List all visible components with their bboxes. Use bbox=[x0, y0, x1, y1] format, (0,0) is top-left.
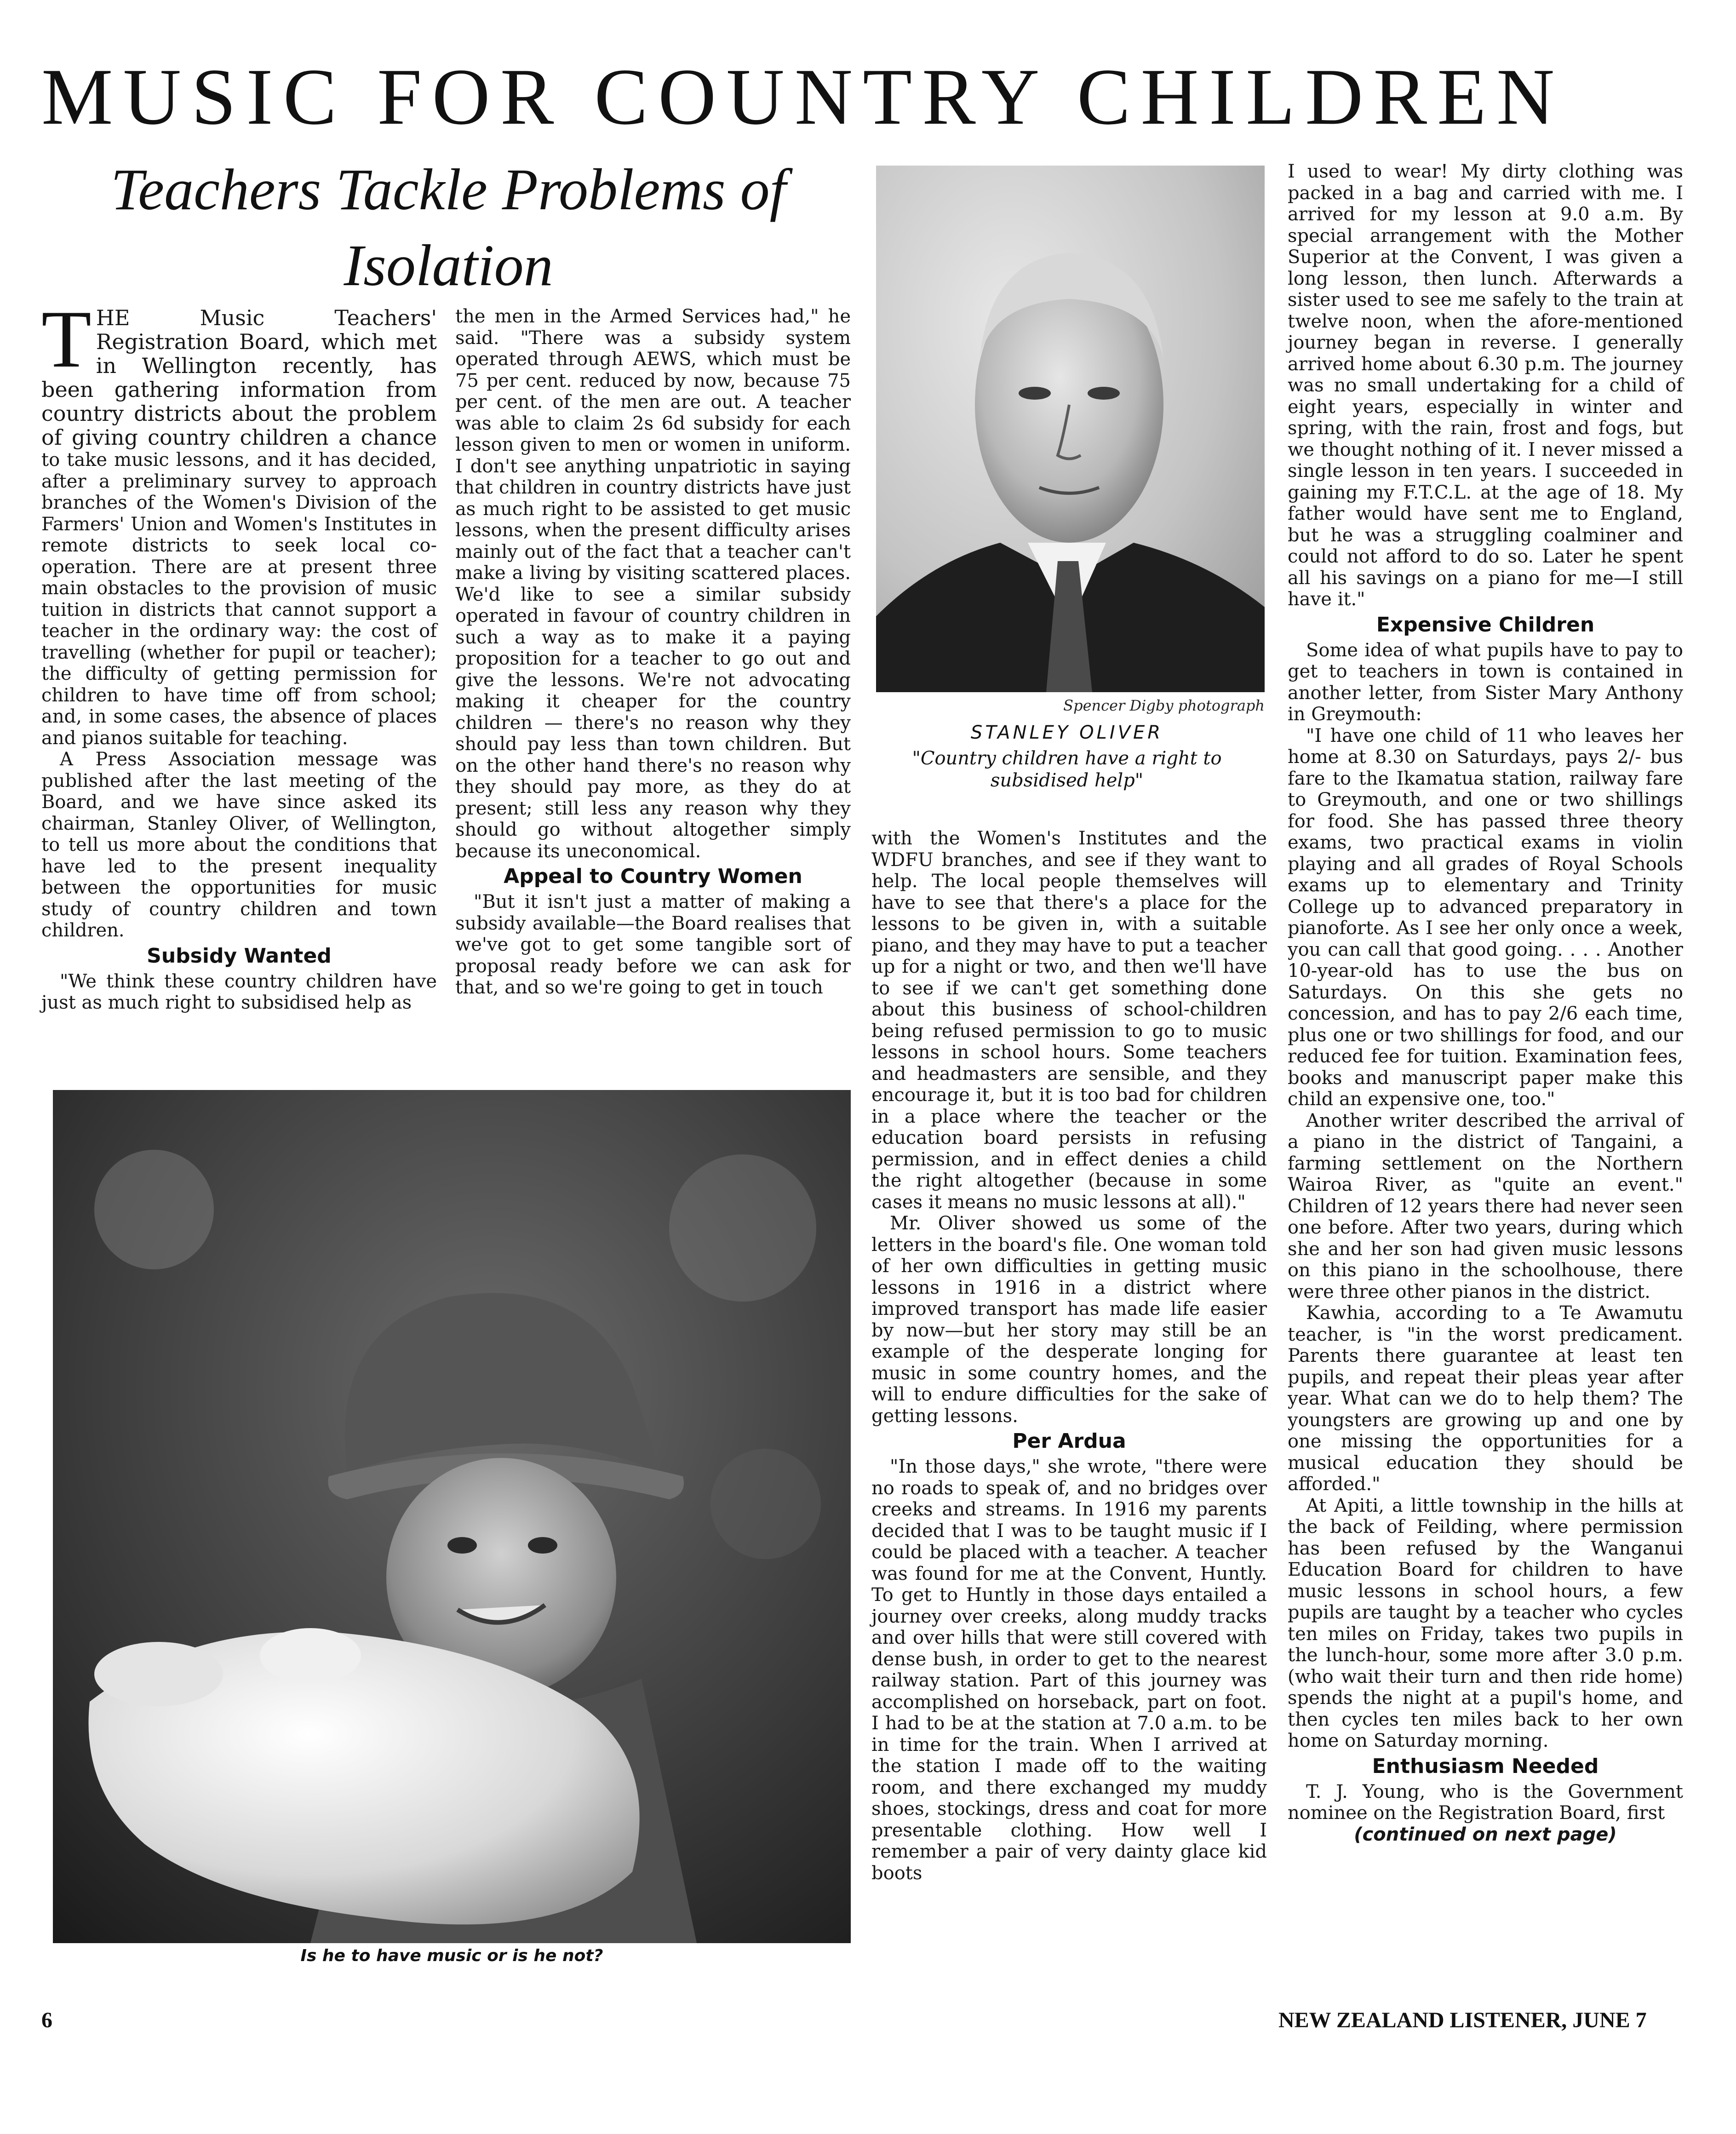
paragraph: A Press Association message was published after the last meeting of the Board, and we have since asked its chairman, Stanley Oliver, of Wellington, to tell us more about the conditions that have led to the present inequality between the opportunities for music study of country children and town children. bbox=[41, 749, 437, 941]
paragraph: Some idea of what pupils have to pay to get to teachers in town is contained in another letter, from Sister Mary Anthony in Greymouth: bbox=[1288, 639, 1683, 725]
publication-footer: NEW ZEALAND LISTENER, JUNE 7 bbox=[1278, 2008, 1647, 2032]
photo-caption-quote: "Country children have a right to subsidised help" bbox=[912, 748, 1222, 791]
paragraph: "But it isn't just a matter of making a subsidy available—the Board realises that we've got to get some tangible sort of proposal ready before we can ask for that, and so we're going to get in touch bbox=[455, 891, 851, 998]
section-heading-subsidy-wanted: Subsidy Wanted bbox=[147, 944, 332, 968]
intro-lead: HE Music Teachers' Registration Board, which met in Wellington recently, has been gathering information from country districts about the problem of giving country children a chance bbox=[41, 305, 437, 450]
paragraph: I used to wear! My dirty clothing was packed in a bag and carried with me. I arrived for my lesson at 9.0 a.m. By special arrangement with the Mother Superior at the Convent, I was given a long lesson, then lunch. Afterwards a sister used to see me safely to the train at twelve noon, when the afore-mentioned journey began in reverse. I generally arrived home about 6.30 p.m. The journey was no small undertaking for a child of eight years, especially in winter and spring, with the rain, frost and fogs, but we thought nothing of it. I never missed a single lesson in ten years. I succeeded in gaining my F.T.C.L. at the age of 18. My father would have sent me to England, but he was a struggling coalminer and could not afford to do so. Later he spent all his savings on a piano for me—I still have it." bbox=[1288, 161, 1683, 610]
paragraph: Mr. Oliver showed us some of the letters in the board's file. One woman told of her own difficulties in getting music lessons in 1916 in a district where improved transport has made life easier by now—but her story may still be an example of the desperate longing for music in some country homes, and the will to endure difficulties for the sake of getting lessons. bbox=[871, 1213, 1267, 1427]
boy-with-lamb-photo bbox=[53, 1090, 851, 1943]
portrait-image bbox=[876, 166, 1265, 692]
column-3 bbox=[871, 828, 1267, 1884]
section-heading-enthusiasm-needed: Enthusiasm Needed bbox=[1372, 1754, 1599, 1778]
drop-cap: T bbox=[41, 293, 92, 384]
lamb-photo-caption: Is he to have music or is he not? bbox=[300, 1946, 603, 1965]
section-heading-per-ardua: Per Ardua bbox=[1012, 1429, 1126, 1453]
page-number: 6 bbox=[41, 2008, 52, 2032]
column-1 bbox=[41, 293, 437, 1014]
paragraph: with the Women's Institutes and the WDFU branches, and see if they want to help. The local people themselves will have to see that there's a place for the lessons to be given in, with a suitable piano, and they may have to put a teacher up for a night or two, and then we'll have to see if we can't get something done about this business of school-children being refused permission to go to music lessons in school hours. Some teachers and headmasters are sensible, and they encourage it, but it is too bad for children in a place where the teacher or the education board persists in refusing permission, and in effect denies a child the right altogether (because in some cases it means no music lessons at all)." bbox=[871, 828, 1267, 1213]
paragraph: "We think these country children have just as much right to subsidised help as bbox=[41, 970, 437, 1013]
paragraph: At Apiti, a little township in the hills at the back of Feilding, where permission has been refused by the Wanganui Education Board for children to have music lessons in school hours, a few pupils are taught by a teacher who cycles ten miles on Friday, takes two pupils in the lunch-hour, some more after 3.0 p.m. (who wait their turn and then ride home) spends the night at a pupil's home, and then cycles ten miles back to her own home on Saturday morning. bbox=[1288, 1495, 1683, 1751]
section-heading-appeal: Appeal to Country Women bbox=[504, 865, 802, 888]
photo-credit: Spencer Digby photograph bbox=[1063, 697, 1265, 714]
continued-note: (continued on next page) bbox=[1354, 1824, 1617, 1845]
stanley-oliver-photo bbox=[876, 166, 1265, 692]
paragraph: the men in the Armed Services had," he said. "There was a subsidy system operated through AEWS, which must be 75 per cent. reduced by now, because 75 per cent. of the men are out. A teacher was able to claim 2s 6d subsidy for each lesson given to men or women in uniform. I don't see anything unpatriotic in saying that children in country districts have just as much right to be assisted to get music lessons, when the present difficulty arises mainly out of the fact that a teacher can't make a living by visiting scattered places. We'd like to see a similar subsidy operated in favour of country children in such a way as to make it a paying proposition for a teacher to go out and give the lessons. We're not advocating making it cheaper for the country children — there's no reason why they should pay less than town children. But on the other hand there's no reason why they should pay more, as they do at present; still less any reason why they should go without altogether simply because its uneconomical. bbox=[455, 306, 851, 862]
photo-caption-name: STANLEY OLIVER bbox=[970, 722, 1163, 743]
headline: MUSIC FOR COUNTRY CHILDREN bbox=[41, 52, 1565, 141]
subhead: Teachers Tackle Problems of Isolation bbox=[110, 157, 786, 298]
column-2 bbox=[455, 306, 851, 998]
boy-lamb-image bbox=[53, 1090, 851, 1943]
paragraph: Another writer described the arrival of a piano in the district of Tangaini, a farming settlement on the Northern Wairoa River, as "quite an event." Children of 12 years there had never seen one before. After two years, during which she and her son had given music lessons on this piano in the schoolhouse, there were three other pianos in the district. bbox=[1288, 1110, 1683, 1302]
paragraph: Kawhia, according to a Te Awamutu teacher, is "in the worst predicament. Parents there guarantee at least ten pupils, and repeat their pleas year after year. What can we do to help them? The youngsters are growing up and one by one missing the opportunities for a musical education they should be afforded." bbox=[1288, 1302, 1683, 1495]
section-heading-expensive-children: Expensive Children bbox=[1376, 613, 1595, 637]
paragraph: T. J. Young, who is the Government nominee on the Registration Board, first bbox=[1288, 1781, 1683, 1824]
paragraph: "I have one child of 11 who leaves her home at 8.30 on Saturdays, pays 2/- bus fare to the Ikamatua station, railway fare to Greymouth, and one or two shillings for food. She has passed three theory exams, two practical exams in violin playing and all grades of Royal Schools exams up to elementary and Trinity College up to advanced preparatory in pianoforte. As I see her only once a week, you can call that good going. . . . Another 10-year-old has to use the bus on Saturdays. On this she gets no concession, and has to pay 2/6 each time, plus one or two shillings for food, and our reduced fee for tuition. Examination fees, books and manuscript paper make this child an expensive one, too." bbox=[1288, 725, 1683, 1110]
intro-rest: to take music lessons, and it has decided, after a preliminary survey to approach branches of the Women's Division of the Farmers' Union and Women's Institutes in remote districts to seek local co-operation. There are at present three main obstacles to the provision of music tuition in districts that cannot support a teacher in the ordinary way: the cost of travelling (whether for pupil or teacher); the difficulty of getting permission for children to have time off from school; and, in some cases, the absence of places and pianos suitable for teaching. bbox=[41, 449, 437, 749]
column-4 bbox=[1288, 161, 1683, 1845]
paragraph: "In those days," she wrote, "there were no roads to speak of, and no bridges over creeks and streams. In 1916 my parents decided that I was to be taught music if I could be placed with a teacher. A teacher was found for me at the Convent, Huntly. To get to Huntly in those days entailed a journey over creeks, along muddy tracks and over hills that were still covered with dense bush, in order to get to the nearest railway station. Part of this journey was accomplished on horseback, part on foot. I had to be at the station at 7.0 a.m. to be in time for the train. When I arrived at the station I made off to the waiting room, and there exchanged my muddy shoes, stockings, dress and coat for more presentable clothing. How well I remember a pair of very dainty glace kid boots bbox=[871, 1456, 1267, 1884]
